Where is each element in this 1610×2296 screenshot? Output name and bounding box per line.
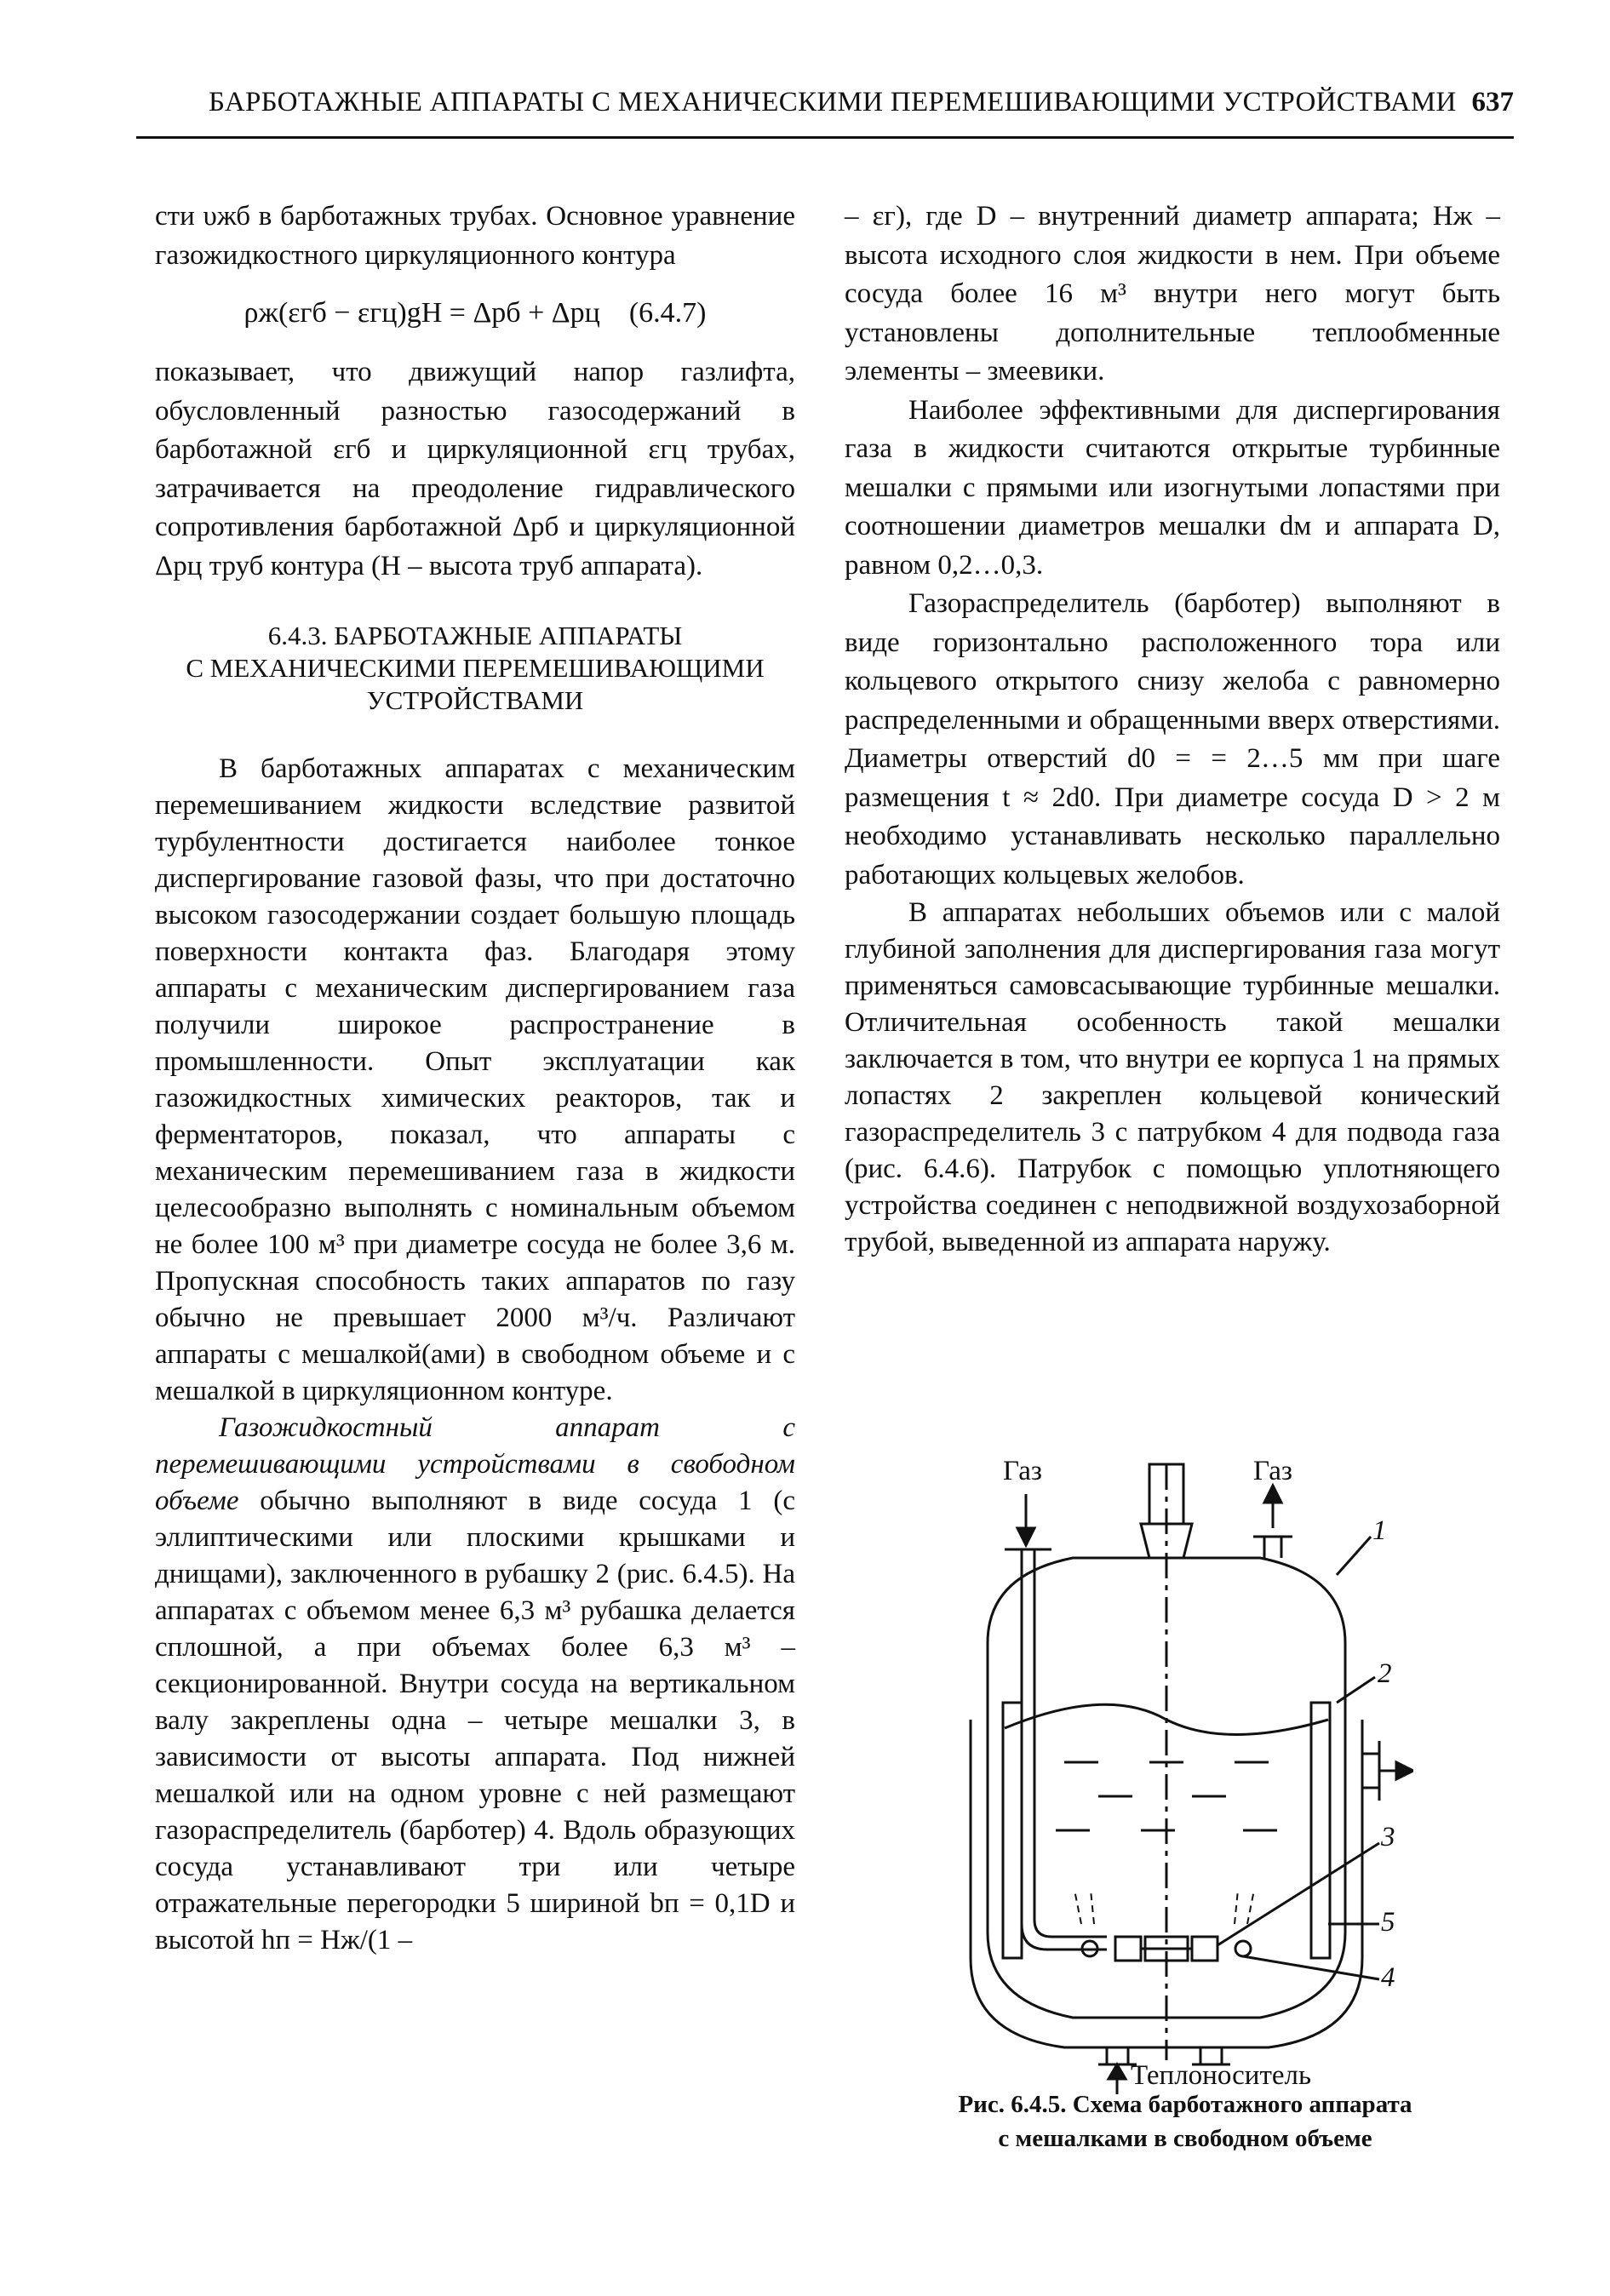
paragraph-text: обычно выполняют в виде сосуда 1 (с эллиптическими или плоскими крышками и днищами), заключенного в рубашку 2 (рис. 6.4.5). На аппаратах с объемом менее 6,3 м³ рубашка делается сплошной, а при объемах более 6,3 м³ – секционированной. Внутри сосуда на вертикальном валу закреплены одна – четыре мешалки 3, в зависимости от высоты аппарата. Под нижней мешалкой или на одном уровне с ней размещают газораспределитель (барботер) 4. Вдоль образующих сосуда устанавливают три или четыре отражательные перегородки 5 шириной bп = 0,1D и высотой hп = Hж/(1 – [155, 1486, 795, 1955]
italic-term: Газожидкостный аппарат с перемешивающими устройствами в свободном объеме [155, 1412, 795, 1516]
gas-inlet-label: Газ [1003, 1456, 1042, 1486]
heading-line: УСТРОЙСТВАМИ [366, 685, 584, 715]
figure-6-4-5 [937, 1447, 1413, 2094]
equation-number: (6.4.7) [628, 297, 707, 329]
paragraph-intro: В барботажных аппаратах с механическим перемешиванием жидкости вследствие развитой турбулентности достигается наиболее тонкое диспергирование газовой фазы, что при достаточно высоком газосодержании создает большую площадь поверхности контакта фаз. Благодаря этому аппараты с механическим диспергированием газа получили широкое распространение в промышленности. Опыт эксплуатации как газожидкостных химических реакторов, так и ферментаторов, показал, что аппараты с механическим перемешиванием газа в жидкости целесообразно выполнять с номинальным объемом не более 100 м³ при диаметре сосуда не более 3,6 м. Пропускная способность таких аппаратов по газу обычно не превышает 2000 м³/ч. Различают аппараты с мешалкой(ами) в свободном объеме и с мешалкой в циркуляционном контуре. [155, 753, 795, 1406]
paragraph-distributor: Газораспределитель (барботер) выполняют в виде горизонтально расположенного тора или кольцевого открытого снизу желоба с равномерно распределенными и обращенными вверх отверстиями. Диаметры отверстий d0 = = 2…5 мм при шаге размещения t ≈ 2d0. При диаметре сосуда D > 2 м необходимо устанавливать несколько параллельно работающих кольцевых желобов. [845, 588, 1500, 890]
caption-line: с мешалками в свободном объеме [998, 2125, 1372, 2152]
paragraph-self-suction: В аппаратах небольших объемов или с малой глубиной заполнения для диспергирования газа могут применяться самовсасывающие турбинные мешалки. Отличительная особенность такой мешалки заключается в том, что внутри ее корпуса 1 на прямых лопастях 2 закреплен кольцевой конический газораспределитель 3 с патрубком 4 для подвода газа (рис. 6.4.6). Патрубок с помощью уплотняющего устройства соединен с неподвижной воздухозаборной трубой, выведенной из аппарата наружу. [845, 897, 1500, 1257]
paragraph-gaslift: показывает, что движущий напор газлифта, обусловленный разностью газосодержаний в барботажной εгб и циркуляционной εгц трубах, затрачивается на преодоление гидравлического сопротивления барботажной Δpб и циркуляционной Δpц труб контура (H – высота труб аппарата). [155, 357, 795, 581]
apparatus-diagram [937, 1447, 1413, 2094]
left-column [155, 198, 795, 1959]
heading-line: С МЕХАНИЧЕСКИМИ ПЕРЕМЕШИВАЮЩИМИ [186, 653, 765, 683]
callout-2: 2 [1378, 1658, 1392, 1689]
page-header [136, 82, 1514, 141]
paragraph-continuation: сти υжб в барботажных трубах. Основное уравнение газожидкостного циркуляционного контура [155, 201, 795, 271]
paragraph-continuation: – εг), где D – внутренний диаметр аппарата; Hж – высота исходного слоя жидкости в нем. При объеме сосуда более 16 м³ внутри него могут быть установлены дополнительные теплообменные элементы – змеевики. [845, 201, 1500, 386]
header-divider [136, 136, 1514, 139]
section-heading [155, 620, 795, 717]
equation-body: ρж(εгб − εгц)gH = Δpб + Δpц [244, 297, 600, 329]
paragraph-turbine: Наиболее эффективными для диспергирования газа в жидкости считаются открытые турбинные мешалки с прямыми или изогнутыми лопастями при соотношении диаметров мешалки dм и аппарата D, равном 0,2…0,3. [845, 394, 1500, 581]
running-title: БАРБОТАЖНЫЕ АППАРАТЫ С МЕХАНИЧЕСКИМИ ПЕРЕМЕШИВАЮЩИМИ УСТРОЙСТВАМИ [209, 87, 1457, 117]
callout-1: 1 [1372, 1515, 1387, 1546]
callout-4: 4 [1381, 1962, 1395, 1993]
gas-outlet-label: Газ [1253, 1456, 1292, 1486]
right-column [845, 198, 1500, 1261]
heading-line: 6.4.3. БАРБОТАЖНЫЕ АППАРАТЫ [267, 621, 683, 650]
caption-line: Рис. 6.4.5. Схема барботажного аппарата [958, 2091, 1412, 2118]
callout-3: 3 [1381, 1822, 1395, 1852]
coolant-label: Теплоноситель [1131, 2060, 1312, 2091]
paragraph-free-volume [155, 1410, 795, 1959]
equation-6-4-7 [155, 292, 795, 335]
callout-5: 5 [1381, 1907, 1395, 1938]
page-number: 637 [1471, 87, 1514, 117]
figure-caption [862, 2087, 1509, 2156]
